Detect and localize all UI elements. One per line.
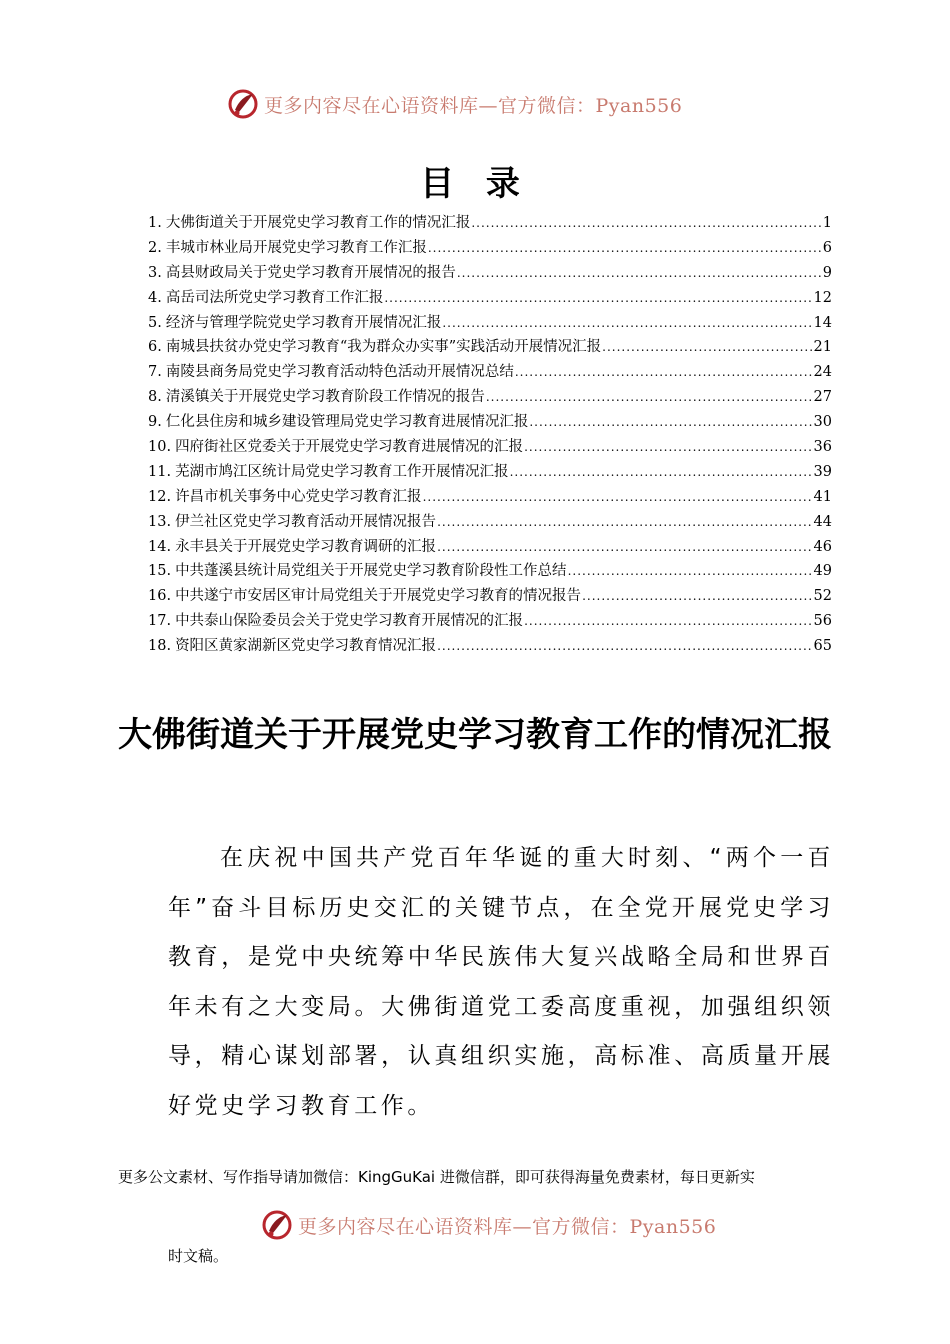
toc-item-page: 46	[813, 538, 832, 555]
toc-item-page: 36	[813, 439, 832, 456]
toc-item[interactable]	[148, 360, 832, 385]
toc-item-title: 芜湖市鸠江区统计局党史学习教育工作开展情况汇报	[175, 463, 509, 480]
toc-leader-dots	[568, 559, 813, 584]
toc-item-page: 41	[813, 488, 832, 505]
toc-item-title: 中共蓬溪县统计局党组关于开展党史学习教育阶段性工作总结	[175, 563, 567, 580]
toc-item-page: 1	[822, 215, 832, 231]
toc-leader-dots	[437, 510, 812, 535]
toc-item-number: 17.	[148, 613, 172, 630]
watermark-text: 更多内容尽在心语资料库—官方微信：Pyan556	[298, 1215, 717, 1238]
toc-item-title: 资阳区黄家湖新区党史学习教育情况汇报	[175, 638, 437, 655]
toc-item-number: 15.	[148, 563, 172, 580]
toc-item-title: 中共遂宁市安居区审计局党组关于开展党史学习教育的情况报告	[175, 588, 582, 605]
toc-leader-dots	[524, 435, 812, 460]
toc-item[interactable]	[148, 335, 832, 360]
toc-item-title: 永丰县关于开展党史学习教育调研的汇报	[175, 538, 437, 555]
toc-leader-dots	[384, 286, 812, 311]
toc-item-page: 39	[813, 463, 832, 480]
toc-leader-dots	[529, 410, 812, 435]
toc-item[interactable]	[148, 435, 832, 460]
toc-item-number: 6.	[148, 339, 162, 356]
toc-item[interactable]	[148, 311, 832, 336]
toc-item[interactable]	[148, 510, 832, 535]
toc-item[interactable]	[148, 609, 832, 634]
toc-item-title: 四府街社区党委关于开展党史学习教育进展情况的汇报	[175, 439, 524, 456]
toc-item-title: 仁化县住房和城乡建设管理局党史学习教育进展情况汇报	[165, 414, 529, 431]
toc-item[interactable]	[148, 535, 832, 560]
toc-leader-dots	[582, 584, 812, 609]
toc-leader-dots	[602, 335, 812, 360]
toc-item[interactable]	[148, 261, 832, 286]
toc-item[interactable]	[148, 286, 832, 311]
toc-item-title: 伊兰社区党史学习教育活动开展情况报告	[175, 513, 437, 530]
toc-item-title: 高县财政局关于党史学习教育开展情况的报告	[165, 264, 456, 281]
toc-item-page: 27	[813, 389, 832, 406]
footer-note: 更多公文素材、写作指导请加微信：KingGuKai 进微信群，即可获得海量免费素材，每日更新实	[118, 1168, 755, 1186]
toc-item-title: 清溪镇关于开展党史学习教育阶段工作情况的报告	[165, 389, 485, 406]
toc-item-page: 24	[813, 364, 832, 381]
toc-item-number: 8.	[148, 389, 162, 406]
toc-item-number: 7.	[148, 364, 162, 381]
toc-item-page: 30	[813, 414, 832, 431]
toc-leader-dots	[471, 211, 821, 236]
toc-item-number: 11.	[148, 463, 172, 480]
brush-logo-icon	[226, 87, 260, 121]
toc-item-title: 南陵县商务局党史学习教育活动特色活动开展情况总结	[165, 364, 514, 381]
toc-item[interactable]	[148, 634, 832, 659]
table-of-contents	[148, 211, 832, 659]
toc-item-title: 大佛街道关于开展党史学习教育工作的情况汇报	[165, 215, 471, 231]
toc-leader-dots	[428, 236, 822, 261]
toc-item[interactable]	[148, 584, 832, 609]
toc-item-page: 56	[813, 613, 832, 630]
toc-item-title: 经济与管理学院党史学习教育开展情况汇报	[165, 314, 442, 331]
toc-leader-dots	[515, 360, 813, 385]
toc-leader-dots	[510, 460, 813, 485]
toc-item[interactable]	[148, 559, 832, 584]
toc-item-title: 丰城市林业局开展党史学习教育工作汇报	[165, 239, 427, 256]
toc-item[interactable]	[148, 236, 832, 261]
watermark-top	[226, 84, 682, 124]
toc-item-number: 14.	[148, 538, 172, 555]
toc-item-number: 3.	[148, 264, 162, 281]
toc-item-page: 44	[813, 513, 832, 530]
toc-leader-dots	[524, 609, 812, 634]
toc-item-page: 6	[822, 239, 832, 256]
toc-leader-dots	[423, 485, 813, 510]
toc-item-title: 许昌市机关事务中心党史学习教育汇报	[175, 488, 422, 505]
watermark-bottom	[260, 1205, 716, 1245]
toc-item-page: 65	[813, 638, 832, 655]
toc-title: 目 录	[420, 164, 530, 204]
toc-item-number: 18.	[148, 638, 172, 655]
toc-item-page: 49	[813, 563, 832, 580]
toc-item[interactable]	[148, 385, 832, 410]
toc-item-page: 9	[822, 264, 832, 281]
toc-item[interactable]	[148, 211, 832, 236]
toc-item-page: 21	[813, 339, 832, 356]
toc-item[interactable]	[148, 410, 832, 435]
toc-item-number: 10.	[148, 439, 172, 456]
toc-item-title: 中共泰山保险委员会关于党史学习教育开展情况的汇报	[175, 613, 524, 630]
toc-item-title: 高岳司法所党史学习教育工作汇报	[165, 289, 384, 306]
toc-leader-dots	[486, 385, 813, 410]
toc-item-title: 南城县扶贫办党史学习教育“我为群众办实事”实践活动开展情况汇报	[165, 339, 602, 356]
toc-item-number: 4.	[148, 289, 162, 306]
toc-leader-dots	[437, 535, 812, 560]
toc-leader-dots	[442, 311, 812, 336]
toc-item-number: 9.	[148, 414, 162, 431]
toc-item[interactable]	[148, 485, 832, 510]
brush-logo-icon	[260, 1208, 294, 1242]
footer-note-continued: 时文稿。	[168, 1247, 229, 1265]
toc-item-number: 2.	[148, 239, 162, 256]
article-paragraph: 在庆祝中国共产党百年华诞的重大时刻、“两个一百年”奋斗目标历史交汇的关键节点，在全党开展党史学习教育，是党中央统筹中华民族伟大复兴战略全局和世界百年未有之大变局。大佛街道党工委高度重视，加强组织领导，精心谋划部署，认真组织实施，高标准、高质量开展好党史学习教育工作。	[168, 845, 834, 1119]
toc-item[interactable]	[148, 460, 832, 485]
toc-item-number: 5.	[148, 314, 162, 331]
toc-leader-dots	[437, 634, 812, 659]
toc-item-number: 13.	[148, 513, 172, 530]
toc-item-number: 12.	[148, 488, 172, 505]
toc-item-page: 12	[813, 289, 832, 306]
toc-item-page: 52	[813, 588, 832, 605]
toc-leader-dots	[457, 261, 822, 286]
toc-item-page: 14	[813, 314, 832, 331]
toc-item-number: 1.	[148, 215, 162, 231]
watermark-text: 更多内容尽在心语资料库—官方微信：Pyan556	[264, 94, 683, 117]
article-title: 大佛街道关于开展党史学习教育工作的情况汇报	[118, 715, 832, 755]
toc-item-number: 16.	[148, 588, 172, 605]
